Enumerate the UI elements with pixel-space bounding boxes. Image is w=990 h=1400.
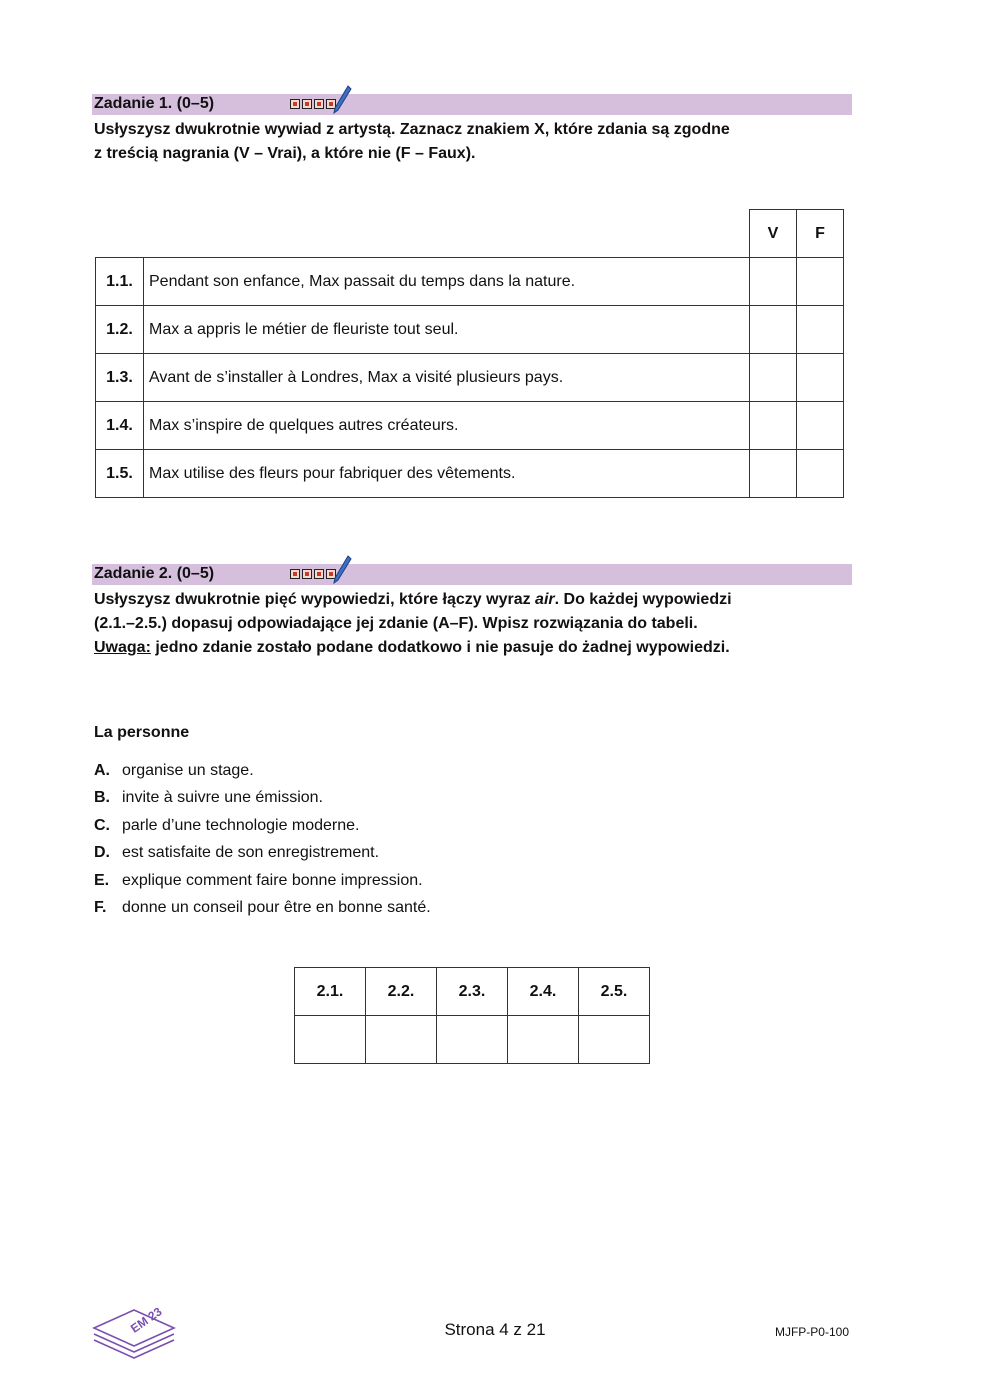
- answer-table: [294, 967, 650, 1064]
- logo-text: EM 23: [127, 1304, 165, 1336]
- statement-number: 1.4.: [96, 402, 144, 450]
- answer-cell[interactable]: [366, 1016, 437, 1064]
- note-label: Uwaga:: [94, 639, 151, 656]
- exam-code: MJFP-P0-100: [774, 1325, 849, 1339]
- list-item: F. donne un conseil pour être en bonne santé.: [94, 898, 431, 916]
- page-number: Strona 4 z 21: [444, 1320, 546, 1339]
- task1-title: Zadanie 1. (0–5): [94, 95, 215, 112]
- true-false-table: [95, 209, 844, 498]
- answer-cell[interactable]: [295, 1016, 366, 1064]
- answer-box-v[interactable]: [750, 306, 797, 354]
- task1-audio-icon: [290, 99, 336, 109]
- answer-box-v[interactable]: [750, 258, 797, 306]
- answer-input-row: [295, 1016, 650, 1064]
- column-f: F: [797, 210, 844, 258]
- statement-number: 1.3.: [96, 354, 144, 402]
- task2-title: Zadanie 2. (0–5): [94, 565, 215, 582]
- statement-text: Max utilise des fleurs pour fabriquer des vêtements.: [144, 450, 750, 498]
- task2-instruction: Usłyszysz dwukrotnie pięć wypowiedzi, które łączy wyraz air. Do każdej wypowiedzi (2.1.–2.5.) dopasuj odpowiadające jej zdanie (A–F). Wpisz rozwiązania do tabeli. Uwaga: jedno zdanie zostało podane dodatkowo i nie pasuje do żadnej wypowiedzi.: [94, 591, 732, 656]
- pen-icon: [332, 555, 352, 585]
- table-row: [96, 450, 844, 498]
- answer-header: 2.3.: [437, 968, 508, 1016]
- table-row: [96, 306, 844, 354]
- statement-text: Avant de s’installer à Londres, Max a visité plusieurs pays.: [144, 354, 750, 402]
- answer-cell[interactable]: [579, 1016, 650, 1064]
- options-lead: La personne: [94, 724, 190, 741]
- statement-number: 1.1.: [96, 258, 144, 306]
- answer-box-f[interactable]: [797, 354, 844, 402]
- table-row: [96, 402, 844, 450]
- list-item: E. explique comment faire bonne impression.: [94, 871, 423, 889]
- answer-header: 2.1.: [295, 968, 366, 1016]
- answer-box-v[interactable]: [750, 354, 797, 402]
- task2-audio-icon: [290, 569, 336, 579]
- answer-header: 2.4.: [508, 968, 579, 1016]
- answer-box-f[interactable]: [797, 258, 844, 306]
- pen-icon: [332, 85, 352, 115]
- list-item: A. organise un stage.: [94, 762, 254, 779]
- answer-header: 2.5.: [579, 968, 650, 1016]
- answer-box-f[interactable]: [797, 450, 844, 498]
- statement-text: Max a appris le métier de fleuriste tout seul.: [144, 306, 750, 354]
- table-header-row: [96, 210, 844, 258]
- statement-text: Pendant son enfance, Max passait du temps dans la nature.: [144, 258, 750, 306]
- statement-number: 1.5.: [96, 450, 144, 498]
- task1-instruction: Usłyszysz dwukrotnie wywiad z artystą. Zaznacz znakiem X, które zdania są zgodne z treścią nagrania (V – Vrai), a które nie (F – Faux).: [94, 121, 730, 162]
- task2-header: [92, 564, 852, 585]
- answer-cell[interactable]: [437, 1016, 508, 1064]
- statement-number: 1.2.: [96, 306, 144, 354]
- answer-box-f[interactable]: [797, 306, 844, 354]
- answer-box-v[interactable]: [750, 450, 797, 498]
- list-item: C. parle d’une technologie moderne.: [94, 816, 360, 834]
- options-list: [94, 762, 431, 926]
- table-row: [96, 258, 844, 306]
- list-item: D. est satisfaite de son enregistrement.: [94, 844, 380, 862]
- answer-box-v[interactable]: [750, 402, 797, 450]
- list-item: B. invite à suivre une émission.: [94, 789, 323, 807]
- task1-header: [92, 94, 852, 115]
- answer-box-f[interactable]: [797, 402, 844, 450]
- table-row: [96, 354, 844, 402]
- answer-header-row: [295, 968, 650, 1016]
- statement-text: Max s’inspire de quelques autres créateurs.: [144, 402, 750, 450]
- answer-cell[interactable]: [508, 1016, 579, 1064]
- answer-header: 2.2.: [366, 968, 437, 1016]
- column-v: V: [750, 210, 797, 258]
